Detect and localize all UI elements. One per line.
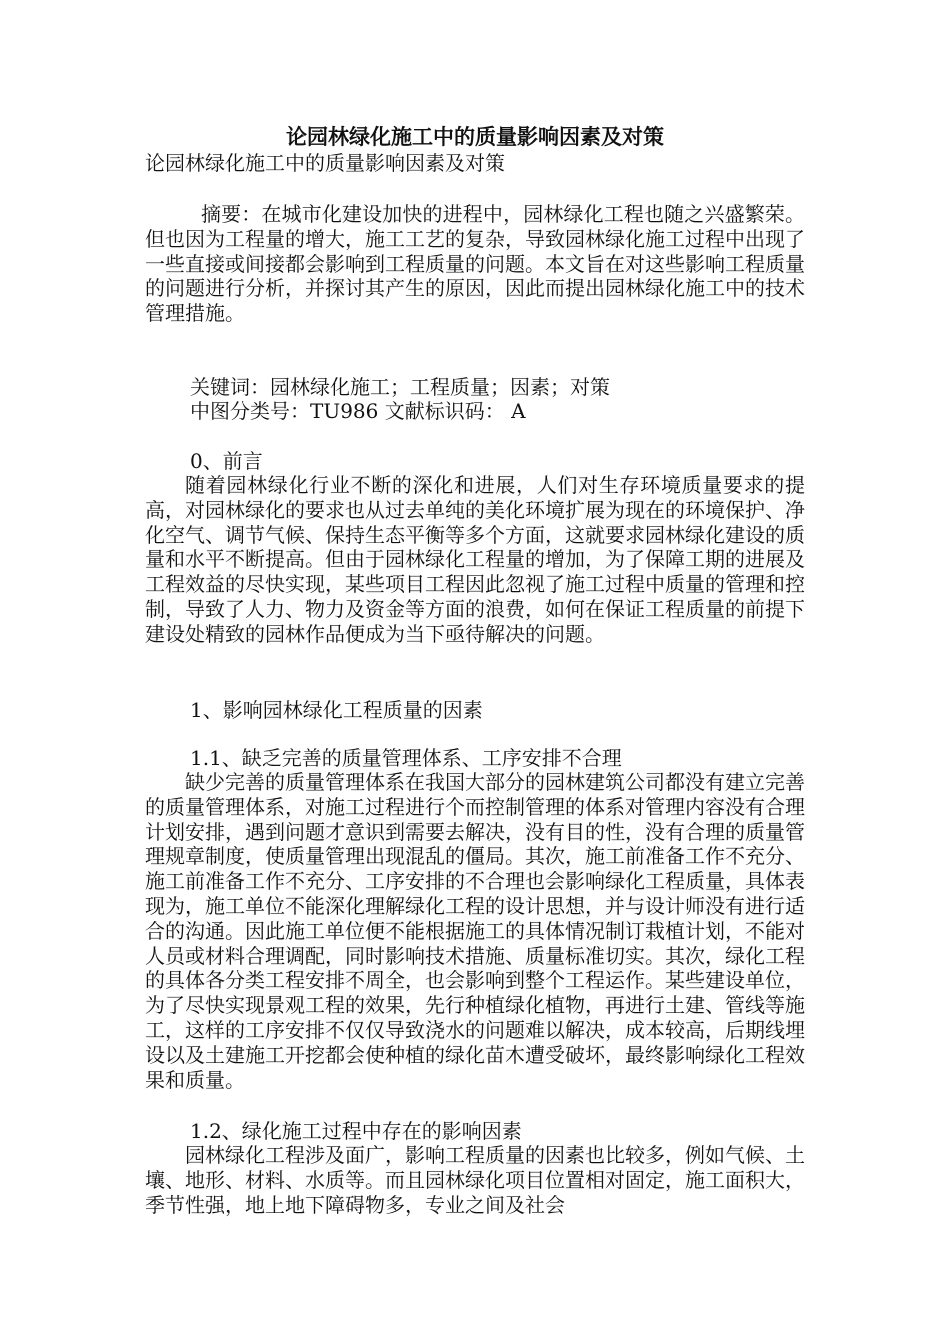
document-title: 论园林绿化施工中的质量影响因素及对策 xyxy=(286,124,664,149)
classification-line: 中图分类号：TU986 文献标识码： A xyxy=(190,399,526,423)
section-heading-preface: 0、前言 xyxy=(190,449,263,473)
subsection-heading-1-2: 1.2、绿化施工过程中存在的影响因素 xyxy=(190,1119,522,1143)
keywords-line: 关键词：园林绿化施工；工程质量；因素；对策 xyxy=(190,375,610,399)
section-heading-factors: 1、影响园林绿化工程质量的因素 xyxy=(190,698,483,722)
subsection-1-1-paragraph: 缺少完善的质量管理体系在我国大部分的园林建筑公司都没有建立完善的质量管理体系，对施工过程进行个而控制管理的体系对管理内容没有合理计划安排，遇到问题才意识到需要去解决，没有目的性，没有合理的质量管理规章制度，使质量管理出现混乱的僵局。其次，施工前准备工作不充分、施工前准备工作不充分、工序安排的不合理也会影响绿化工程质量，具体表现为，施工单位不能深化理解绿化工程的设计思想，并与设计师没有进行适合的沟通。因此施工单位便不能根据施工的具体情况制订栽植计划，不能对人员或材料合理调配，同时影响技术措施、质量标准切实。其次，绿化工程的具体各分类工程安排不周全，也会影响到整个工程运作。某些建设单位，为了尽快实现景观工程的效果，先行种植绿化植物，再进行土建、管线等施工，这样的工序安排不仅仅导致浇水的问题难以解决，成本较高，后期线埋设以及土建施工开挖都会使种植的绿化苗木遭受破坏，最终影响绿化工程效果和质量。 xyxy=(145,770,805,1092)
preface-paragraph: 随着园林绿化行业不断的深化和进展，人们对生存环境质量要求的提高，对园林绿化的要求也从过去单纯的美化环境扩展为现在的环境保护、净化空气、调节气候、保持生态平衡等多个方面，这就要求园林绿化建设的质量和水平不断提高。但由于园林绿化工程量的增加，为了保障工期的进展及工程效益的尽快实现，某些项目工程因此忽视了施工过程中质量的管理和控制，导致了人力、物力及资金等方面的浪费，如何在保证工程质量的前提下建设处精致的园林作品便成为当下亟待解决的问题。 xyxy=(145,473,805,646)
document-subtitle: 论园林绿化施工中的质量影响因素及对策 xyxy=(145,151,505,175)
subsection-1-2-paragraph: 园林绿化工程涉及面广，影响工程质量的因素也比较多，例如气候、土壤、地形、材料、水质等。而且园林绿化项目位置相对固定，施工面积大，季节性强，地上地下障碍物多，专业之间及社会 xyxy=(145,1143,805,1217)
abstract-paragraph: 摘要：在城市化建设加快的进程中，园林绿化工程也随之兴盛繁荣。但也因为工程量的增大，施工工艺的复杂，导致园林绿化施工过程中出现了一些直接或间接都会影响到工程质量的问题。本文旨在对这些影响工程质量的问题进行分析，并探讨其产生的原因，因此而提出园林绿化施工中的技术管理措施。 xyxy=(145,202,805,326)
subsection-heading-1-1: 1.1、缺乏完善的质量管理体系、工序安排不合理 xyxy=(190,746,622,770)
